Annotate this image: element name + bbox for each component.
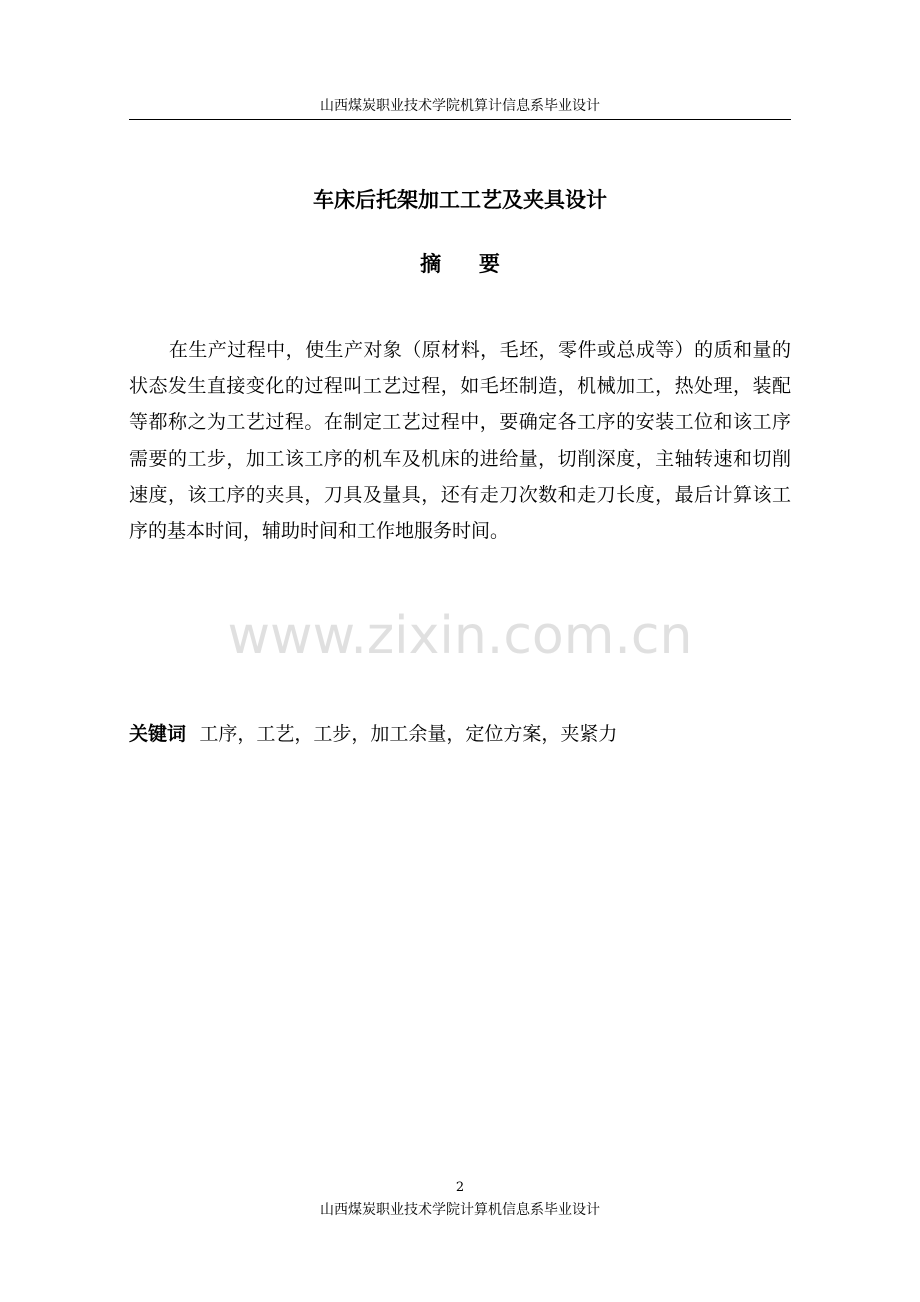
abstract-body: 在生产过程中，使生产对象（原材料，毛坯，零件或总成等）的质和量的状态发生直接变化的过程叫工艺过程，如毛坯制造，机械加工，热处理，装配等都称之为工艺过程。在制定工艺过程中，要确定各工序的安装工位和该工序需要的工步，加工该工序的机车及机床的进给量，切削深度，主轴转速和切削速度，该工序的夹具，刀具及量具，还有走刀次数和走刀长度，最后计算该工序的基本时间，辅助时间和工作地服务时间。 [129,339,791,543]
watermark: www.zixin.com.cn [227,606,693,666]
keywords-line [129,718,791,750]
keywords-values: 工序，工艺，工步，加工余量，定位方案，夹紧力 [199,723,618,745]
page-footer: 山西煤炭职业技术学院计算机信息系毕业设计 [320,1202,600,1218]
document-title: 车床后托架加工工艺及夹具设计 [313,188,607,212]
header-rule [129,119,791,120]
page-number: 2 [455,1180,465,1195]
keywords-label: 关键词 [129,723,187,745]
page-header: 山西煤炭职业技术学院机算计信息系毕业设计 [320,98,600,114]
abstract-heading: 摘要 [420,252,538,276]
